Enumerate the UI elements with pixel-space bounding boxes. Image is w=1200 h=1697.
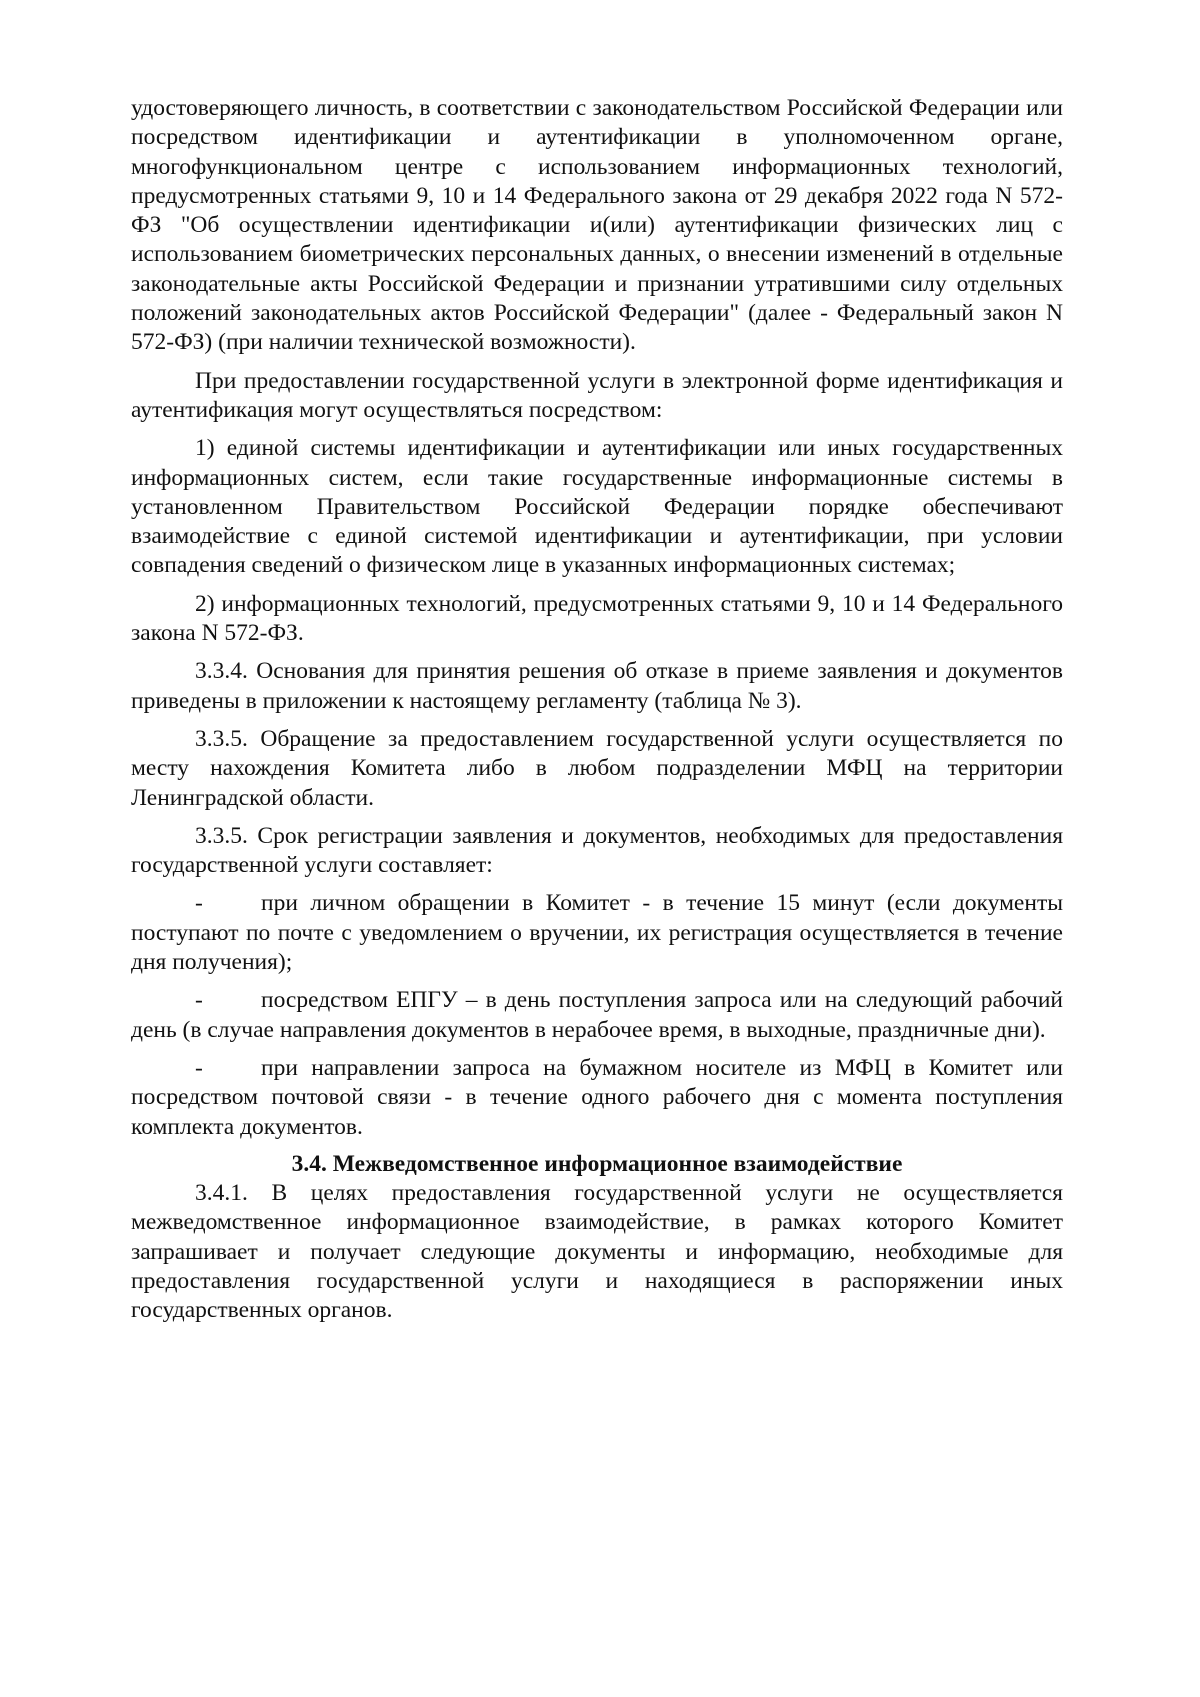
dash-item-text: при личном обращении в Комитет - в течение 15 минут (если документы поступают по почте с уведомлением о вручении, их регистрация осуществляется в течение дня получения); [131,890,1063,976]
dash-item-text: посредством ЕПГУ – в день поступления запроса или на следующий рабочий день (в случае направления документов в нерабочее время, в выходные, праздничные дни). [131,987,1063,1043]
list-item-info-technologies: 2) информационных технологий, предусмотренных статьями 9, 10 и 14 Федерального закона N 572-ФЗ. [131,590,1063,647]
document-page [131,94,1063,1326]
paragraph-3-3-4: 3.3.4. Основания для принятия решения об отказе в приеме заявления и документов приведены в приложении к настоящему регламенту (таблица № 3). [131,658,1063,714]
dash-item-personal [131,889,1063,977]
dash-item-text: при направлении запроса на бумажном носителе из МФЦ в Комитет или посредством почтовой связи - в течение одного рабочего дня с момента поступления комплекта документов. [131,1054,1063,1140]
dash-marker: - [195,890,203,917]
paragraph-3-3-5-application: 3.3.5. Обращение за предоставлением государственной услуги осуществляется по месту нахождения Комитета либо в любом подразделении МФЦ на территории Ленинградской области. [131,725,1063,811]
paragraph-3-3-5-registration: 3.3.5. Срок регистрации заявления и документов, необходимых для предоставления государственной услуги составляет: [131,822,1063,879]
dash-item-paper [131,1054,1063,1142]
dash-marker: - [195,1054,203,1081]
dash-marker: - [195,987,203,1014]
paragraph-3-4-1: 3.4.1. В целях предоставления государственной услуги не осуществляется межведомственное информационное взаимодействие, в рамках которого Комитет запрашивает и получает следующие документы и информацию, необходимые для предоставления государственной услуги и находящиеся в распоряжении иных государственных органов. [131,1180,1063,1324]
paragraph-electronic-form: При предоставлении государственной услуги в электронной форме идентификация и аутентификация могут осуществляться посредством: [131,367,1063,423]
section-heading: 3.4. Межведомственное информационное взаимодействие [291,1150,903,1177]
list-item-esia: 1) единой системы идентификации и аутентификации или иных государственных информационных систем, если такие государственные информационные системы в установленном Правительством Российской Федерации порядке обеспечивают взаимодействие с единой системой идентификации и аутентификации, при условии совпадения сведений о физическом лице в указанных информационных системах; [131,435,1063,579]
paragraph-identification: удостоверяющего личность, в соответствии с законодательством Российской Федерации или посредством идентификации и аутентификации в уполномоченном органе, многофункциональном центре с использованием информационных технологий, предусмотренных статьями 9, 10 и 14 Федерального закона от 29 декабря 2022 года N 572-ФЗ "Об осуществлении идентификации и(или) аутентификации физических лиц с использованием биометрических персональных данных, о внесении изменений в отдельные законодательные акты Российской Федерации и признании утратившими силу отдельных положений законодательных актов Российской Федерации" (далее - Федеральный закон N 572-ФЗ) (при наличии технической возможности). [131,95,1063,356]
dash-item-epgu [131,986,1063,1045]
